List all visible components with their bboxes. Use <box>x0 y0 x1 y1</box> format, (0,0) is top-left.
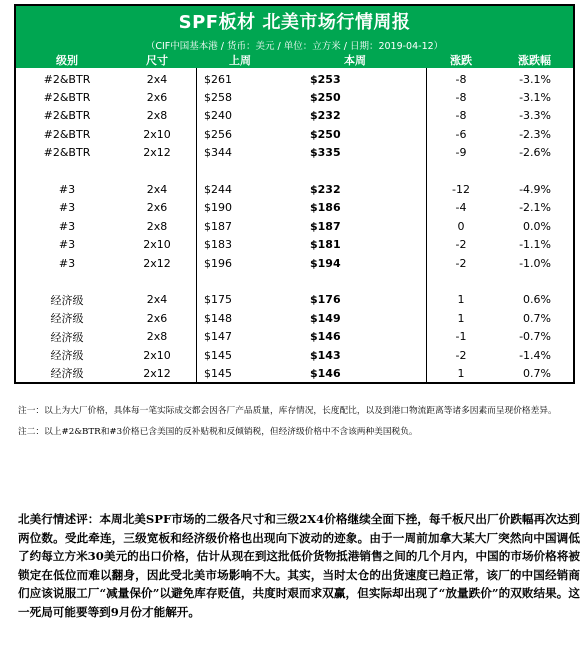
cell-size: 2x6 <box>146 201 168 215</box>
cell-change-pct: -2.1% <box>519 201 551 215</box>
cell-this-week: $186 <box>310 201 341 215</box>
table-row <box>16 364 573 382</box>
cell-size: 2x8 <box>146 109 168 123</box>
cell-change: -8 <box>455 91 467 105</box>
cell-last-week: $256 <box>204 127 232 141</box>
table-row <box>16 217 573 235</box>
table-row <box>16 346 573 364</box>
cell-change: -9 <box>455 146 467 160</box>
table-row <box>16 236 573 254</box>
cell-grade: #2&BTR <box>43 146 91 160</box>
group-spacer <box>16 162 573 180</box>
group-spacer <box>16 272 573 290</box>
cell-size: 2x6 <box>146 91 168 105</box>
column-header-change: 涨跌 <box>450 54 472 67</box>
cell-grade: #3 <box>58 201 76 215</box>
cell-change: -8 <box>455 72 467 86</box>
cell-change-pct: -1.0% <box>519 256 551 270</box>
cell-change: 1 <box>457 311 465 325</box>
report-subtitle: （CIF中国基本港 / 货币：美元 / 单位：立方米 / 日期：2019-04-12） <box>145 41 444 52</box>
cell-change-pct: 0.0% <box>523 219 551 233</box>
cell-size: 2x12 <box>143 366 171 380</box>
cell-last-week: $344 <box>204 146 232 160</box>
cell-grade: #3 <box>58 219 76 233</box>
table-row <box>16 180 573 198</box>
table-row <box>16 88 573 106</box>
cell-grade: 经济级 <box>50 367 84 381</box>
notes <box>18 404 574 446</box>
cell-change-pct: -2.3% <box>519 127 551 141</box>
cell-change-pct: 0.6% <box>523 293 551 307</box>
cell-size: 2x8 <box>146 219 168 233</box>
market-commentary: 北美行情述评：本周北美SPF市场的二级各尺寸和三级2X4价格继续全面下挫，每千板尺出厂价跌幅再次达到两位数。受此牵连，三级宽板和经济级价格也出现向下波动的迹象。由于一周前加拿大某大厂突然向中国调低了约每立方米30美元的出口价格，估计从现在到这批低价货物抵港销售之间的几个月内，中国的市场价格将被锁定在低位而难以翻身，因此受北美市场影响不大。其实，当时太仓的出货速度已趋正常，该厂的中国经销商们应该说服工厂“减量保价”以避免库存贬值，共度时艰而求双赢，但实际却出现了“放量跌价”的双败结果。这一死局可能要等到9月份才能解开。 <box>18 512 580 619</box>
cell-grade: #3 <box>58 238 76 252</box>
cell-change-pct: -1.4% <box>519 348 551 362</box>
cell-size: 2x4 <box>146 72 168 86</box>
cell-change: -2 <box>455 238 467 252</box>
cell-last-week: $190 <box>204 201 232 215</box>
cell-size: 2x12 <box>143 256 171 270</box>
table-row <box>16 309 573 327</box>
cell-grade: 经济级 <box>50 349 84 363</box>
table-row <box>16 291 573 309</box>
cell-change-pct: -3.3% <box>519 109 551 123</box>
cell-change-pct: -0.7% <box>519 330 551 344</box>
cell-change-pct: -2.6% <box>519 146 551 160</box>
cell-this-week: $181 <box>310 238 341 252</box>
table-divider <box>426 68 427 382</box>
cell-last-week: $240 <box>204 109 232 123</box>
cell-last-week: $147 <box>204 330 232 344</box>
cell-last-week: $148 <box>204 311 232 325</box>
report-title: SPF板材 北美市场行情周报 <box>178 12 411 33</box>
cell-size: 2x6 <box>146 311 168 325</box>
table-row <box>16 107 573 125</box>
table-row <box>16 254 573 272</box>
cell-change-pct: 0.7% <box>523 366 551 380</box>
cell-grade: #2&BTR <box>43 109 91 123</box>
cell-this-week: $335 <box>310 146 341 160</box>
cell-this-week: $250 <box>310 127 341 141</box>
cell-this-week: $187 <box>310 219 341 233</box>
cell-change: 0 <box>457 219 465 233</box>
cell-this-week: $176 <box>310 293 341 307</box>
table-row <box>16 144 573 162</box>
table-row <box>16 199 573 217</box>
column-header-last-week: 上周 <box>229 54 251 67</box>
cell-change: -1 <box>455 330 467 344</box>
cell-last-week: $145 <box>204 348 232 362</box>
cell-last-week: $258 <box>204 91 232 105</box>
column-header-size: 尺寸 <box>146 54 168 67</box>
table-row <box>16 327 573 345</box>
cell-size: 2x4 <box>146 183 168 197</box>
column-header-this-week: 本周 <box>344 54 366 67</box>
column-header-change-pct: 涨跌幅 <box>518 54 551 67</box>
cell-this-week: $146 <box>310 330 341 344</box>
cell-last-week: $244 <box>204 183 232 197</box>
cell-change: -12 <box>452 183 470 197</box>
cell-this-week: $194 <box>310 256 341 270</box>
cell-this-week: $232 <box>310 109 341 123</box>
cell-change-pct: -1.1% <box>519 238 551 252</box>
cell-change-pct: -3.1% <box>519 91 551 105</box>
cell-grade: #2&BTR <box>43 127 91 141</box>
cell-change: 1 <box>457 293 465 307</box>
price-report <box>14 4 575 384</box>
cell-grade: 经济级 <box>50 330 84 344</box>
cell-grade: #2&BTR <box>43 91 91 105</box>
cell-size: 2x10 <box>143 238 171 252</box>
cell-last-week: $261 <box>204 72 232 86</box>
cell-change: -2 <box>455 348 467 362</box>
cell-this-week: $143 <box>310 348 341 362</box>
cell-size: 2x8 <box>146 330 168 344</box>
cell-grade: #3 <box>58 183 76 197</box>
cell-change-pct: -3.1% <box>519 72 551 86</box>
column-header-grade: 级别 <box>56 54 78 67</box>
cell-this-week: $232 <box>310 183 341 197</box>
cell-grade: 经济级 <box>50 293 84 307</box>
cell-change-pct: 0.7% <box>523 311 551 325</box>
cell-this-week: $149 <box>310 311 341 325</box>
cell-this-week: $250 <box>310 91 341 105</box>
cell-change: 1 <box>457 366 465 380</box>
cell-grade: #2&BTR <box>43 72 91 86</box>
cell-this-week: $253 <box>310 72 341 86</box>
cell-last-week: $175 <box>204 293 232 307</box>
cell-grade: 经济级 <box>50 312 84 326</box>
cell-change-pct: -4.9% <box>519 183 551 197</box>
note-1: 注一：以上为大厂价格，具体每一笔实际成交都会因各厂产品质量，库存情况，长度配比，以及到港口物流距离等诸多因素而呈现价格差异。 <box>18 406 557 416</box>
column-header-row <box>16 53 573 68</box>
cell-change: -8 <box>455 109 467 123</box>
cell-change: -6 <box>455 127 467 141</box>
cell-this-week: $146 <box>310 366 341 380</box>
cell-size: 2x4 <box>146 293 168 307</box>
table-row <box>16 70 573 88</box>
cell-last-week: $187 <box>204 219 232 233</box>
cell-change: -4 <box>455 201 467 215</box>
table-divider <box>196 68 197 382</box>
table-row <box>16 125 573 143</box>
price-table-body <box>16 70 573 383</box>
cell-last-week: $196 <box>204 256 232 270</box>
cell-change: -2 <box>455 256 467 270</box>
cell-size: 2x12 <box>143 146 171 160</box>
cell-grade: #3 <box>58 256 76 270</box>
cell-last-week: $145 <box>204 366 232 380</box>
cell-size: 2x10 <box>143 348 171 362</box>
cell-size: 2x10 <box>143 127 171 141</box>
cell-last-week: $183 <box>204 238 232 252</box>
note-2: 注二：以上#2&BTR和#3价格已含美国的反补贴税和反倾销税，但经济级价格中不含该两种美国税负。 <box>18 427 418 437</box>
